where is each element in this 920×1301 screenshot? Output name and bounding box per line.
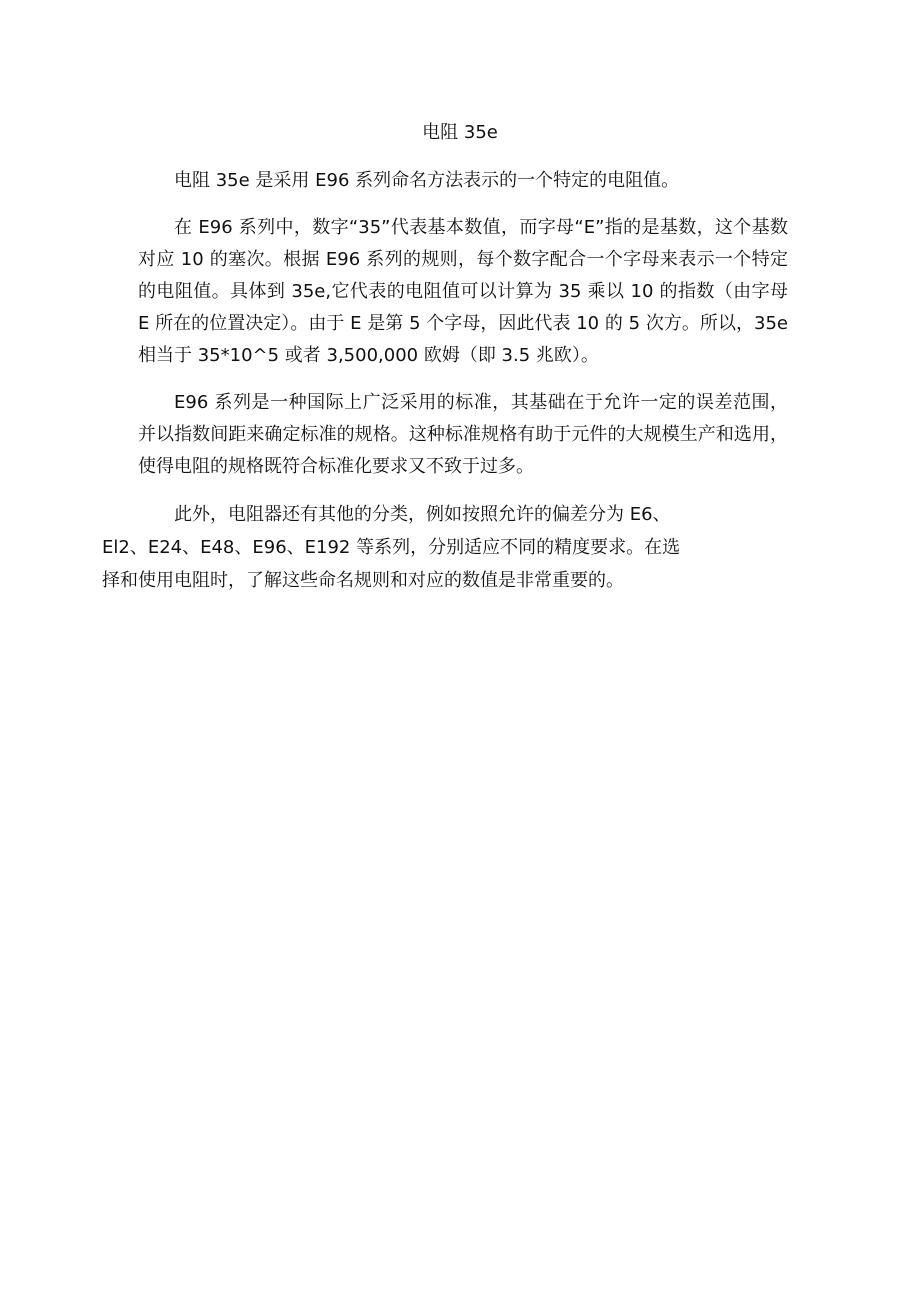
paragraph-4 [102,498,788,597]
paragraph-2: 在 E96 系列中，数字“35”代表基本数值，而字母“E”指的是基数，这个基数对应 10 的塞次。根据 E96 系列的规则，每个数字配合一个字母来表示一个特定的电阻值。具体到 35e,它代表的电阻值可以计算为 35 乘以 10 的指数（由字母 E 所在的位置决定）。由于 E 是第 5 个字母，因此代表 10 的 5 次方。所以，35e 相当于 35*10^5 或者 3,500,000 欧姆（即 3.5 兆欧）。 [138,217,788,366]
paragraph-4-line-2: El2、E24、E48、E96、E192 等系列，分别适应不同的精度要求。在选 [102,537,681,558]
paragraph-1: 电阻 35e 是采用 E96 系列命名方法表示的一个特定的电阻值。 [174,170,680,191]
paragraph-3: E96 系列是一种国际上广泛采用的标准，其基础在于允许一定的误差范围，并以指数间距来确定标准的规格。这种标准规格有助于元件的大规模生产和选用，使得电阻的规格既符合标准化要求又不致于过多。 [138,392,788,477]
paragraph-4-line-1: 此外，电阻器还有其他的分类，例如按照允许的偏差分为 E6、 [174,504,671,525]
document-title: 电阻 35e [422,122,498,143]
document-body [102,165,788,612]
paragraph-4-line-3: 择和使用电阻时，了解这些命名规则和对应的数值是非常重要的。 [102,570,624,591]
